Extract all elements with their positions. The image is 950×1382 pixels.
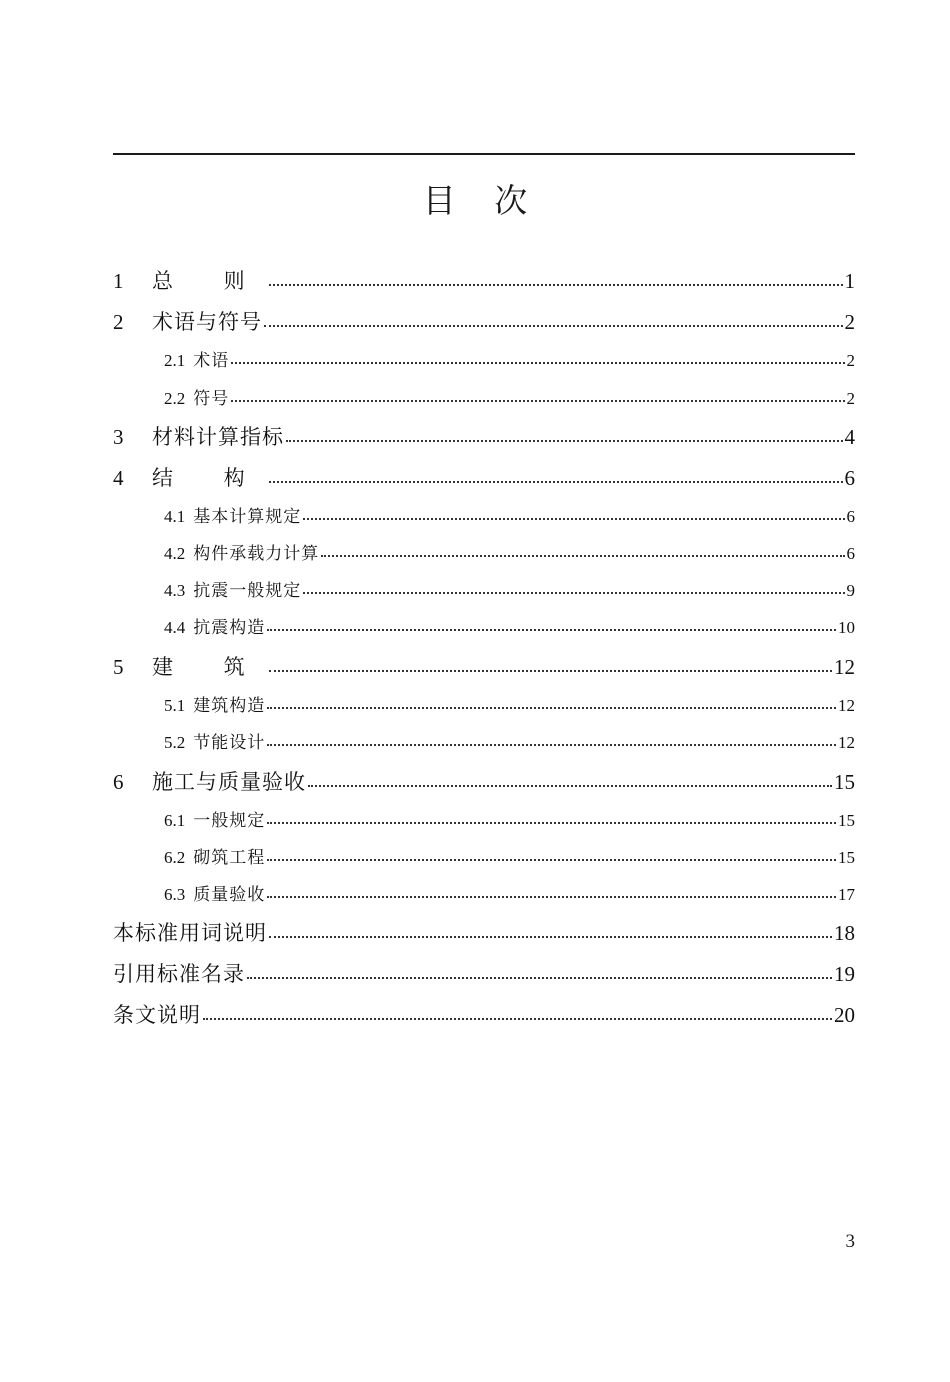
toc-entry-label: 抗震构造 [193, 618, 266, 638]
toc-entry-label: 砌筑工程 [193, 848, 266, 868]
toc-entry-page: 18 [834, 921, 855, 945]
toc-entry-page: 2 [846, 351, 855, 370]
toc-entry-label: 材料计算指标 [152, 425, 284, 449]
toc-entry-chapter-5[interactable] [113, 652, 855, 682]
toc-entry-number: 4 [113, 466, 124, 490]
toc-entry-label: 术语 [193, 351, 230, 371]
toc-entry-label: 施工与质量验收 [152, 770, 306, 794]
toc-entry-section-4-1[interactable] [164, 504, 855, 530]
dot-leader [267, 896, 836, 898]
toc-entry-number: 2.1 [164, 351, 186, 370]
toc-entry-page: 9 [846, 581, 855, 600]
dot-leader [303, 518, 844, 520]
toc-entry-page: 15 [834, 770, 855, 794]
toc-entry-section-2-2[interactable] [164, 386, 855, 412]
toc-entry-explanation-of-provisions[interactable] [113, 1000, 855, 1030]
toc-entry-number: 4.2 [164, 544, 186, 563]
toc-entry-section-6-3[interactable] [164, 882, 855, 908]
dot-leader [203, 1018, 832, 1020]
toc-entry-section-6-1[interactable] [164, 808, 855, 834]
toc-entry-label: 节能设计 [193, 733, 266, 753]
dot-leader [267, 744, 836, 746]
toc-entry-section-5-1[interactable] [164, 693, 855, 719]
toc-entry-label: 引用标准名录 [113, 962, 245, 986]
toc-entry-section-5-2[interactable] [164, 730, 855, 756]
toc-entry-number: 5.2 [164, 733, 186, 752]
toc-entry-page: 15 [838, 811, 855, 830]
footer-page-number: 3 [845, 1231, 855, 1252]
dot-leader [269, 284, 843, 286]
toc-entry-page: 17 [838, 885, 855, 904]
toc-entry-page: 10 [838, 618, 855, 637]
dot-leader [303, 592, 844, 594]
toc-entry-page: 19 [834, 962, 855, 986]
toc-entry-section-4-2[interactable] [164, 541, 855, 567]
toc-entry-section-4-4[interactable] [164, 615, 855, 641]
toc-entry-label: 构件承载力计算 [193, 544, 320, 564]
toc-entry-label: 结 构 [152, 466, 267, 490]
toc-entry-page: 2 [844, 310, 855, 334]
dot-leader [267, 629, 836, 631]
toc-entry-section-6-2[interactable] [164, 845, 855, 871]
toc-entry-number: 6.3 [164, 885, 186, 904]
dot-leader [267, 859, 836, 861]
toc-entry-label: 质量验收 [193, 885, 266, 905]
toc-entry-label: 建 筑 [152, 655, 267, 679]
dot-leader [264, 325, 843, 327]
toc-entry-page: 4 [844, 425, 855, 449]
toc-entry-number: 5.1 [164, 696, 186, 715]
toc-entry-number: 4.1 [164, 507, 186, 526]
toc-entry-label: 本标准用词说明 [113, 921, 267, 945]
toc-entry-page: 15 [838, 848, 855, 867]
dot-leader [267, 822, 836, 824]
toc-entry-number: 6 [113, 770, 124, 794]
toc-entry-label: 条文说明 [113, 1003, 201, 1027]
dot-leader [269, 481, 843, 483]
toc-entry-number: 4.4 [164, 618, 186, 637]
dot-leader [269, 936, 832, 938]
toc-entry-standard-wording[interactable] [113, 918, 855, 948]
toc-entry-page: 6 [846, 507, 855, 526]
toc-entry-number: 6.1 [164, 811, 186, 830]
toc-entry-number: 4.3 [164, 581, 186, 600]
toc-entry-number: 2.2 [164, 389, 186, 408]
toc-entry-page: 6 [846, 544, 855, 563]
toc-entry-page: 12 [838, 696, 855, 715]
dot-leader [247, 977, 832, 979]
toc-entry-chapter-2[interactable] [113, 307, 855, 337]
toc-entry-page: 6 [844, 466, 855, 490]
toc-entry-page: 2 [846, 389, 855, 408]
toc-entry-number: 6.2 [164, 848, 186, 867]
dot-leader [286, 440, 843, 442]
toc-entry-label: 建筑构造 [193, 696, 266, 716]
toc-entry-label: 基本计算规定 [193, 507, 302, 527]
dot-leader [269, 670, 832, 672]
toc-entry-page: 12 [834, 655, 855, 679]
toc-entry-number: 5 [113, 655, 124, 679]
toc-entry-number: 1 [113, 269, 124, 293]
toc-entry-referenced-standards[interactable] [113, 959, 855, 989]
toc-entry-page: 12 [838, 733, 855, 752]
toc-entry-label: 术语与符号 [152, 310, 262, 334]
toc-entry-section-4-3[interactable] [164, 578, 855, 604]
toc-entry-chapter-3[interactable] [113, 422, 855, 452]
toc-entry-page: 20 [834, 1003, 855, 1027]
toc-entry-label: 总 则 [152, 269, 267, 293]
dot-leader [231, 362, 844, 364]
toc-entry-number: 2 [113, 310, 124, 334]
dot-leader [231, 400, 844, 402]
toc-entry-chapter-4[interactable] [113, 463, 855, 493]
toc-entry-number: 3 [113, 425, 124, 449]
toc-entry-label: 一般规定 [193, 811, 266, 831]
toc-entry-page: 1 [844, 269, 855, 293]
toc-entry-section-2-1[interactable] [164, 348, 855, 374]
dot-leader [308, 785, 832, 787]
dot-leader [321, 555, 844, 557]
toc-entry-chapter-1[interactable] [113, 266, 855, 296]
toc-entry-label: 抗震一般规定 [193, 581, 302, 601]
toc-entry-chapter-6[interactable] [113, 767, 855, 797]
page-title: 目 次 [422, 181, 542, 221]
dot-leader [267, 707, 836, 709]
toc-entry-label: 符号 [193, 389, 230, 409]
